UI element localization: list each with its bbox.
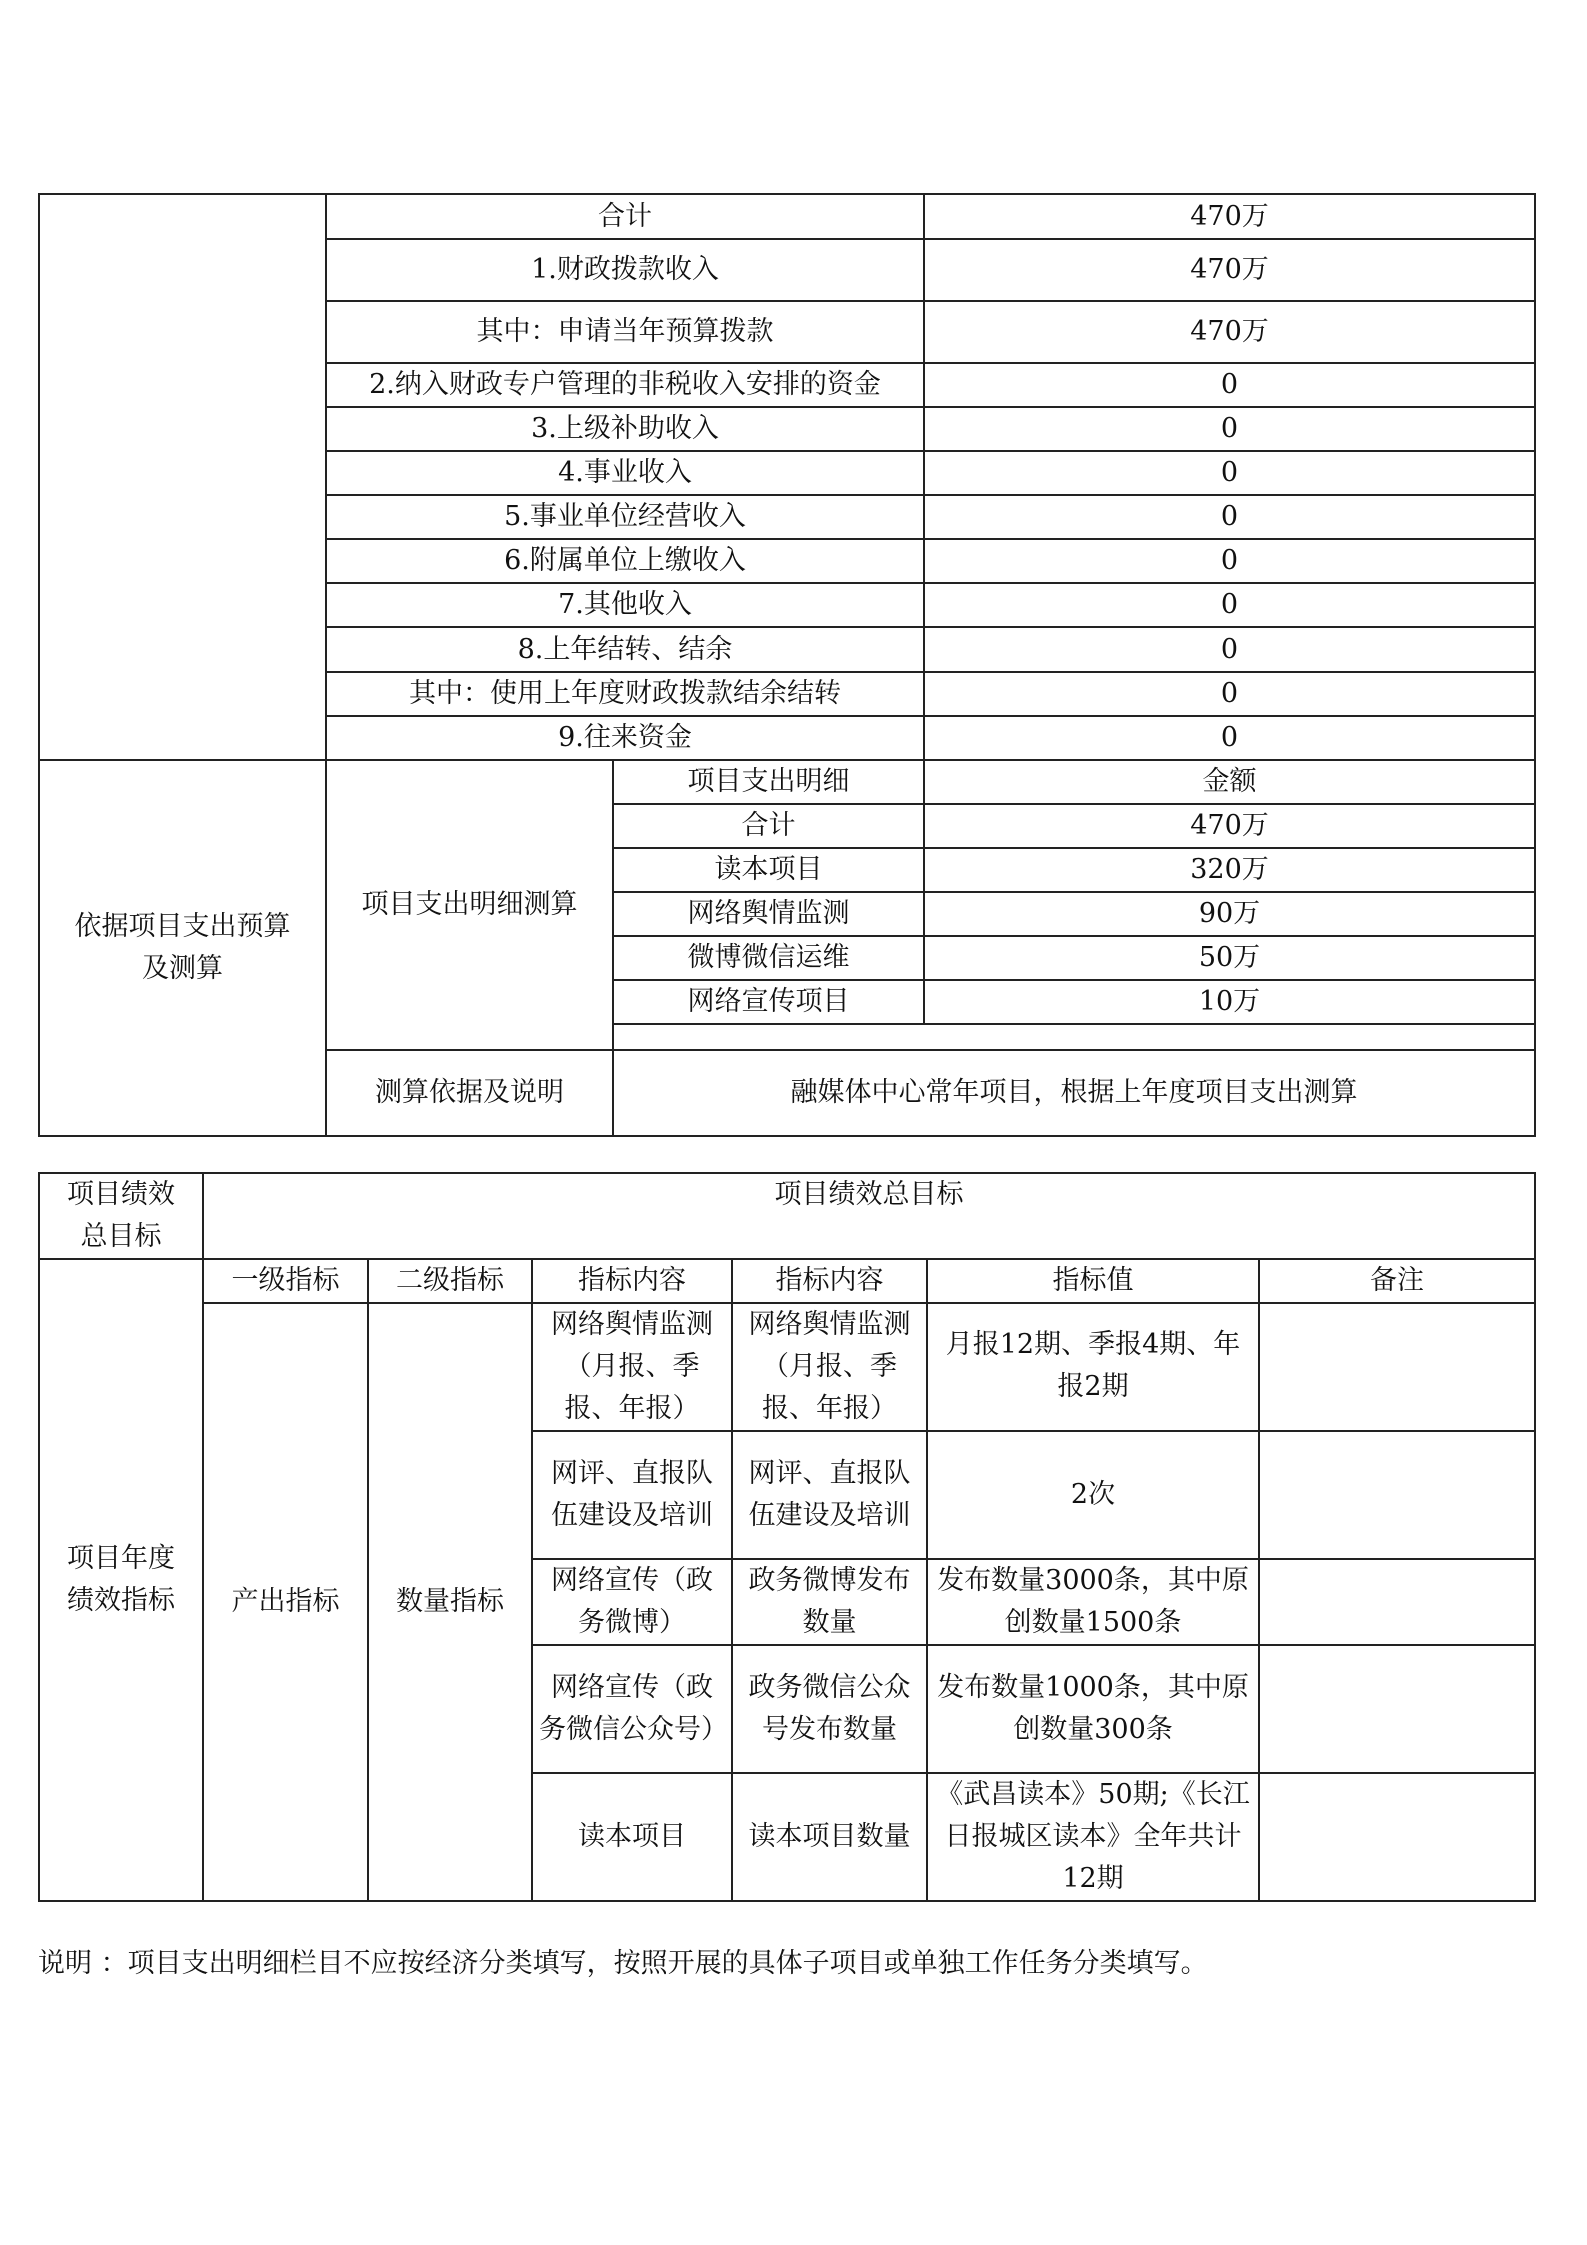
header-value: 指标值 (927, 1259, 1259, 1303)
budget-blank-row (613, 1024, 1535, 1050)
funding-label: 1.财政拨款收入 (326, 239, 924, 301)
budget-item: 合计 (613, 804, 924, 848)
budget-item: 微博微信运维 (613, 936, 924, 980)
header-level2: 二级指标 (368, 1259, 532, 1303)
funding-label: 其中：使用上年度财政拨款结余结转 (326, 672, 924, 716)
budget-amount: 320万 (924, 848, 1535, 892)
budget-header-amount: 金额 (924, 760, 1535, 804)
level1-cell: 产出指标 (203, 1303, 368, 1901)
indicator-content: 网络宣传（政务微博） (532, 1559, 732, 1645)
indicator-note (1259, 1645, 1535, 1773)
funding-value: 0 (924, 451, 1535, 495)
funding-value: 470万 (924, 194, 1535, 239)
budget-item: 网络宣传项目 (613, 980, 924, 1024)
funding-value: 0 (924, 539, 1535, 583)
indicator-value: 月报12期、季报4期、年报2期 (927, 1303, 1259, 1431)
indicator-note (1259, 1559, 1535, 1645)
indicator-value: 发布数量3000条，其中原创数量1500条 (927, 1559, 1259, 1645)
funding-label: 合计 (326, 194, 924, 239)
funding-value: 470万 (924, 239, 1535, 301)
funding-value: 0 (924, 716, 1535, 760)
indicator-value: 《武昌读本》50期;《长江日报城区读本》全年共计12期 (927, 1773, 1259, 1901)
funding-value: 0 (924, 583, 1535, 627)
indicator-content: 网络舆情监测（月报、季报、年报） (732, 1303, 927, 1431)
indicator-value: 发布数量1000条，其中原创数量300条 (927, 1645, 1259, 1773)
funding-budget-table (38, 193, 1536, 1137)
header-content: 指标内容 (532, 1259, 732, 1303)
indicator-content: 网评、直报队伍建设及培训 (532, 1431, 732, 1559)
budget-item: 读本项目 (613, 848, 924, 892)
budget-amount: 470万 (924, 804, 1535, 848)
funding-value: 0 (924, 627, 1535, 672)
funding-label: 3.上级补助收入 (326, 407, 924, 451)
indicator-content: 网评、直报队伍建设及培训 (732, 1431, 927, 1559)
header-level1: 一级指标 (203, 1259, 368, 1303)
budget-amount: 90万 (924, 892, 1535, 936)
funding-value: 470万 (924, 301, 1535, 363)
funding-value: 0 (924, 407, 1535, 451)
budget-section-label: 依据项目支出预算及测算 (39, 760, 326, 1136)
indicator-content: 读本项目数量 (732, 1773, 927, 1901)
budget-amount: 50万 (924, 936, 1535, 980)
funding-label: 6.附属单位上缴收入 (326, 539, 924, 583)
funding-label: 9.往来资金 (326, 716, 924, 760)
funding-label: 8.上年结转、结余 (326, 627, 924, 672)
funding-value: 0 (924, 363, 1535, 407)
funding-label: 2.纳入财政专户管理的非税收入安排的资金 (326, 363, 924, 407)
funding-value: 0 (924, 495, 1535, 539)
budget-item: 网络舆情监测 (613, 892, 924, 936)
funding-label: 4.事业收入 (326, 451, 924, 495)
annual-label: 项目年度绩效指标 (39, 1259, 203, 1901)
funding-section-blank (39, 194, 326, 760)
funding-label: 5.事业单位经营收入 (326, 495, 924, 539)
funding-label: 其中：申请当年预算拨款 (326, 301, 924, 363)
funding-value: 0 (924, 672, 1535, 716)
budget-header-item: 项目支出明细 (613, 760, 924, 804)
header-content: 指标内容 (732, 1259, 927, 1303)
indicator-content: 网络宣传（政务微信公众号） (532, 1645, 732, 1773)
footnote: 说明 ：项目支出明细栏目不应按经济分类填写，按照开展的具体子项目或单独工作任务分类填写。 (38, 1948, 1208, 1979)
goal-label: 项目绩效总目标 (39, 1173, 203, 1259)
indicator-content: 政务微博发布数量 (732, 1559, 927, 1645)
budget-amount: 10万 (924, 980, 1535, 1024)
basis-text: 融媒体中心常年项目，根据上年度项目支出测算 (613, 1050, 1535, 1136)
indicator-content: 网络舆情监测（月报、季报、年报） (532, 1303, 732, 1431)
indicator-content: 读本项目 (532, 1773, 732, 1901)
indicator-content: 政务微信公众号发布数量 (732, 1645, 927, 1773)
indicator-value: 2次 (927, 1431, 1259, 1559)
indicator-note (1259, 1303, 1535, 1431)
header-note: 备注 (1259, 1259, 1535, 1303)
indicator-note (1259, 1773, 1535, 1901)
level2-cell: 数量指标 (368, 1303, 532, 1901)
basis-label: 测算依据及说明 (326, 1050, 613, 1136)
goal-text: 项目绩效总目标 (203, 1173, 1535, 1259)
indicator-note (1259, 1431, 1535, 1559)
funding-label: 7.其他收入 (326, 583, 924, 627)
performance-table (38, 1172, 1536, 1902)
budget-detail-label: 项目支出明细测算 (326, 760, 613, 1050)
